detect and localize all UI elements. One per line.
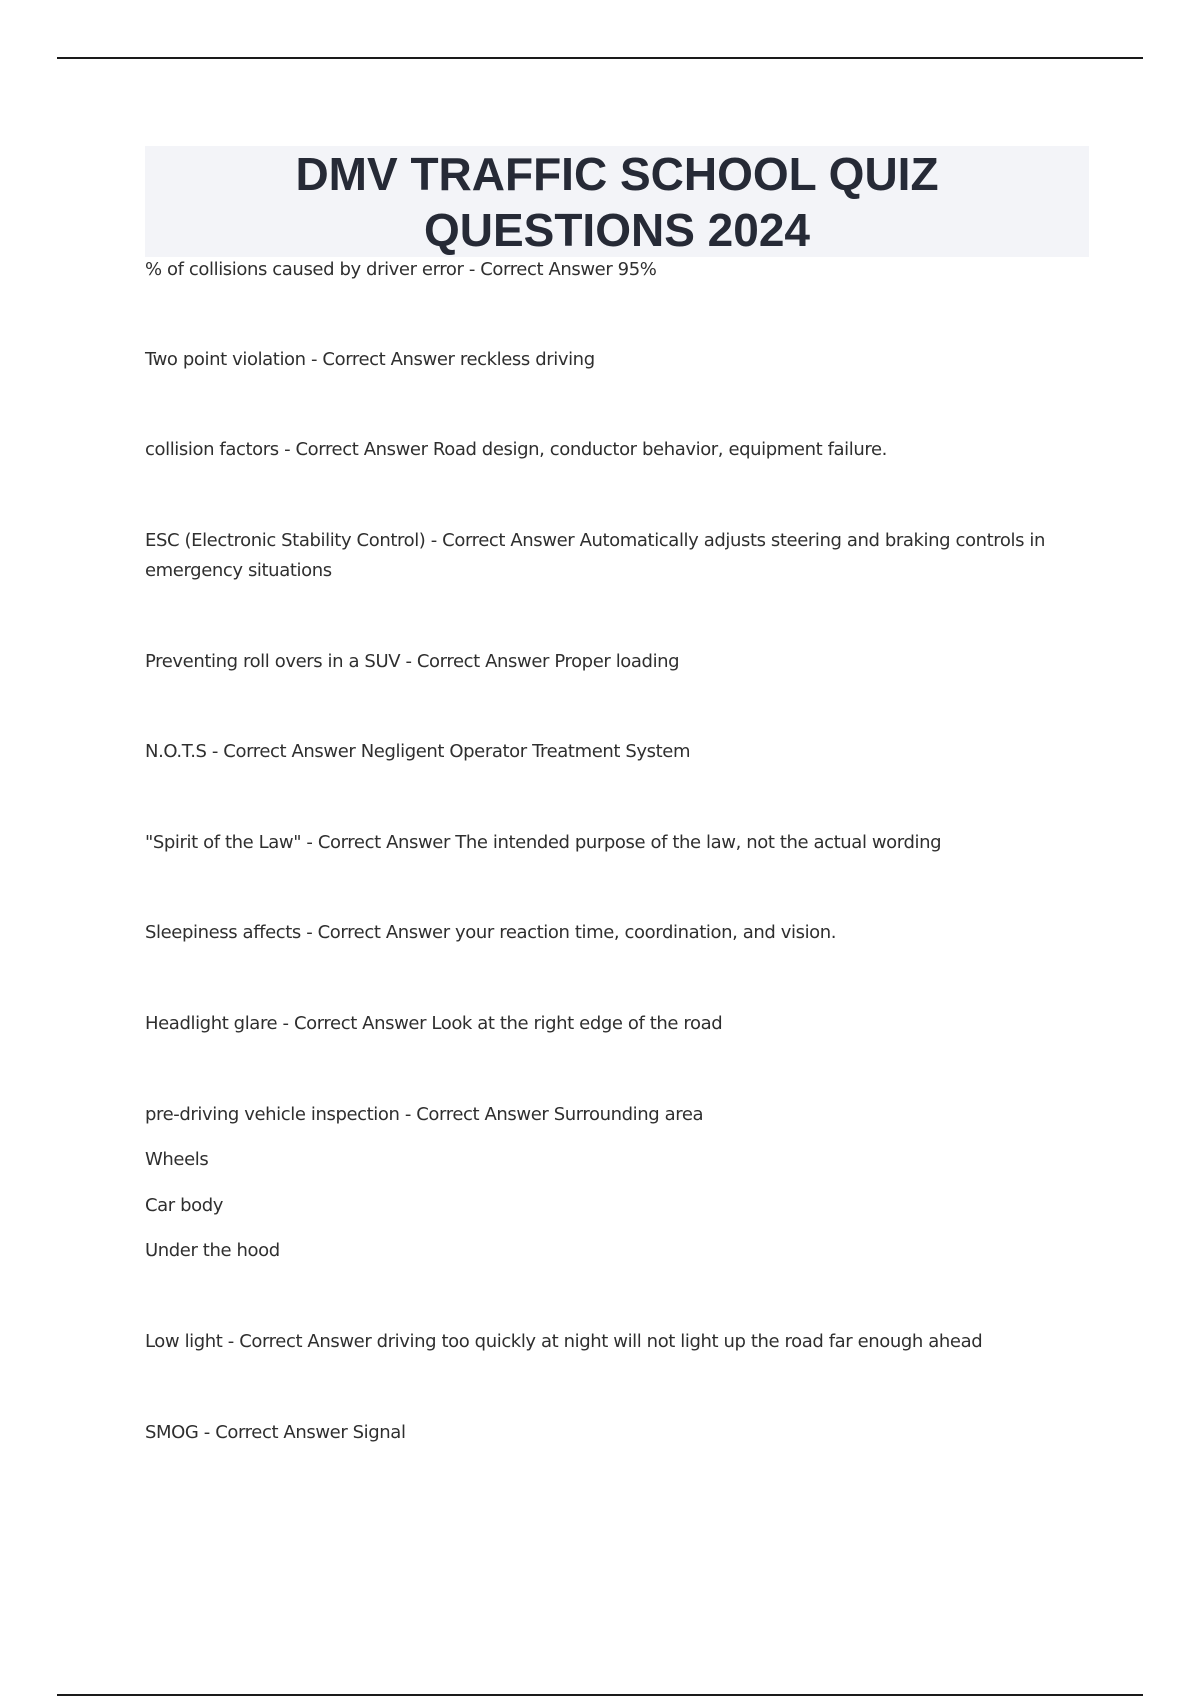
top-rule (57, 57, 1143, 59)
qa-item-smog: SMOG - Correct Answer Signal (145, 1422, 406, 1443)
qa-item-sleepiness: Sleepiness affects - Correct Answer your reaction time, coordination, and vision. (145, 922, 837, 943)
page-title (295, 146, 938, 258)
title-line-2: QUESTIONS 2024 (423, 203, 811, 256)
inspection-list-item: Under the hood (145, 1240, 280, 1261)
qa-item-collision-factors: collision factors - Correct Answer Road design, conductor behavior, equipment failure. (145, 439, 887, 460)
qa-item-roll-overs: Preventing roll overs in a SUV - Correct Answer Proper loading (145, 651, 680, 672)
inspection-list-item: Car body (145, 1195, 224, 1216)
title-banner (145, 146, 1089, 257)
qa-item-nots: N.O.T.S - Correct Answer Negligent Operator Treatment System (145, 741, 691, 762)
qa-item-two-point-violation: Two point violation - Correct Answer reckless driving (145, 349, 595, 370)
title-line-1: DMV TRAFFIC SCHOOL QUIZ (295, 147, 939, 200)
qa-item-vehicle-inspection: pre-driving vehicle inspection - Correct Answer Surrounding area (145, 1104, 704, 1125)
qa-item-esc: ESC (Electronic Stability Control) - Correct Answer Automatically adjusts steering and braking controls in emergency situations (145, 530, 1045, 581)
qa-item-low-light: Low light - Correct Answer driving too quickly at night will not light up the road far enough ahead (145, 1331, 983, 1352)
qa-item-spirit-of-law: "Spirit of the Law" - Correct Answer The intended purpose of the law, not the actual wording (145, 832, 942, 853)
qa-item-headlight-glare: Headlight glare - Correct Answer Look at the right edge of the road (145, 1013, 723, 1034)
inspection-list-item: Wheels (145, 1149, 209, 1170)
qa-item-collisions: % of collisions caused by driver error - Correct Answer 95% (145, 259, 657, 280)
bottom-rule (57, 1694, 1143, 1696)
